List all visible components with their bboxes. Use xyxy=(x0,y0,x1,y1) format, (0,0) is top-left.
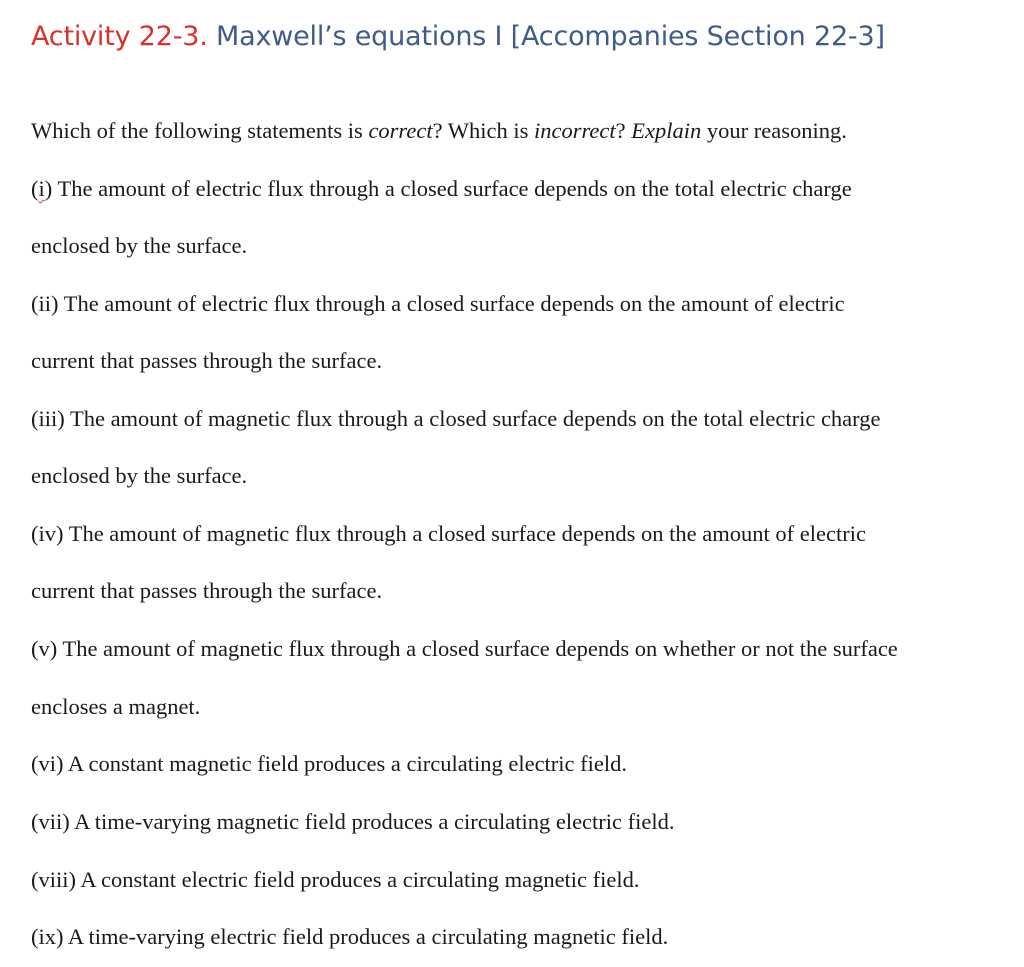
statement-ix: (ix) A time-varying electric field produces a circulating magnetic field. xyxy=(31,924,669,949)
intro-correct: correct xyxy=(368,118,433,143)
statement-iv-line-1: (iv) The amount of magnetic flux through a closed surface depends on the amount of electric xyxy=(31,521,866,546)
statement-iii-line-1: (iii) The amount of magnetic flux through a closed surface depends on the total electric charge xyxy=(31,406,881,431)
intro-text-1: Which of the following statements is xyxy=(31,118,369,143)
intro-text-4: your reasoning. xyxy=(701,118,847,143)
statement-i-numeral: i xyxy=(38,176,45,201)
statement-iv-line-2: current that passes through the surface. xyxy=(31,578,383,603)
intro-explain: Explain xyxy=(631,118,702,143)
statement-vi: (vi) A constant magnetic field produces a circulating electric field. xyxy=(31,751,628,776)
statement-i-line-1 xyxy=(31,174,852,204)
statement-ii-line-1: (ii) The amount of electric flux through a closed surface depends on the amount of electric xyxy=(31,291,845,316)
activity-number: Activity 22-3. xyxy=(31,21,208,52)
statement-v-line-2: encloses a magnet. xyxy=(31,694,201,719)
intro-question xyxy=(31,116,847,146)
statement-iii-line-2: enclosed by the surface. xyxy=(31,463,248,488)
statement-i-text: The amount of electric flux through a closed surface depends on the total electric charge xyxy=(52,176,852,201)
intro-text-3: ? xyxy=(615,118,632,143)
statement-v-line-1: (v) The amount of magnetic flux through a closed surface depends on whether or not the surface xyxy=(31,636,898,661)
statement-viii: (viii) A constant electric field produces a circulating magnetic field. xyxy=(31,867,640,892)
activity-title: Maxwell’s equations I [Accompanies Section 22-3] xyxy=(207,21,885,52)
statement-vii: (vii) A time-varying magnetic field produces a circulating electric field. xyxy=(31,809,675,834)
intro-incorrect: incorrect xyxy=(534,118,616,143)
statement-ii-line-2: current that passes through the surface. xyxy=(31,348,383,373)
intro-text-2: ? Which is xyxy=(432,118,535,143)
statement-i-open: ( xyxy=(31,176,39,201)
statement-i-line-2: enclosed by the surface. xyxy=(31,233,248,258)
statement-i-close: ) xyxy=(44,176,53,201)
activity-heading xyxy=(31,15,885,59)
